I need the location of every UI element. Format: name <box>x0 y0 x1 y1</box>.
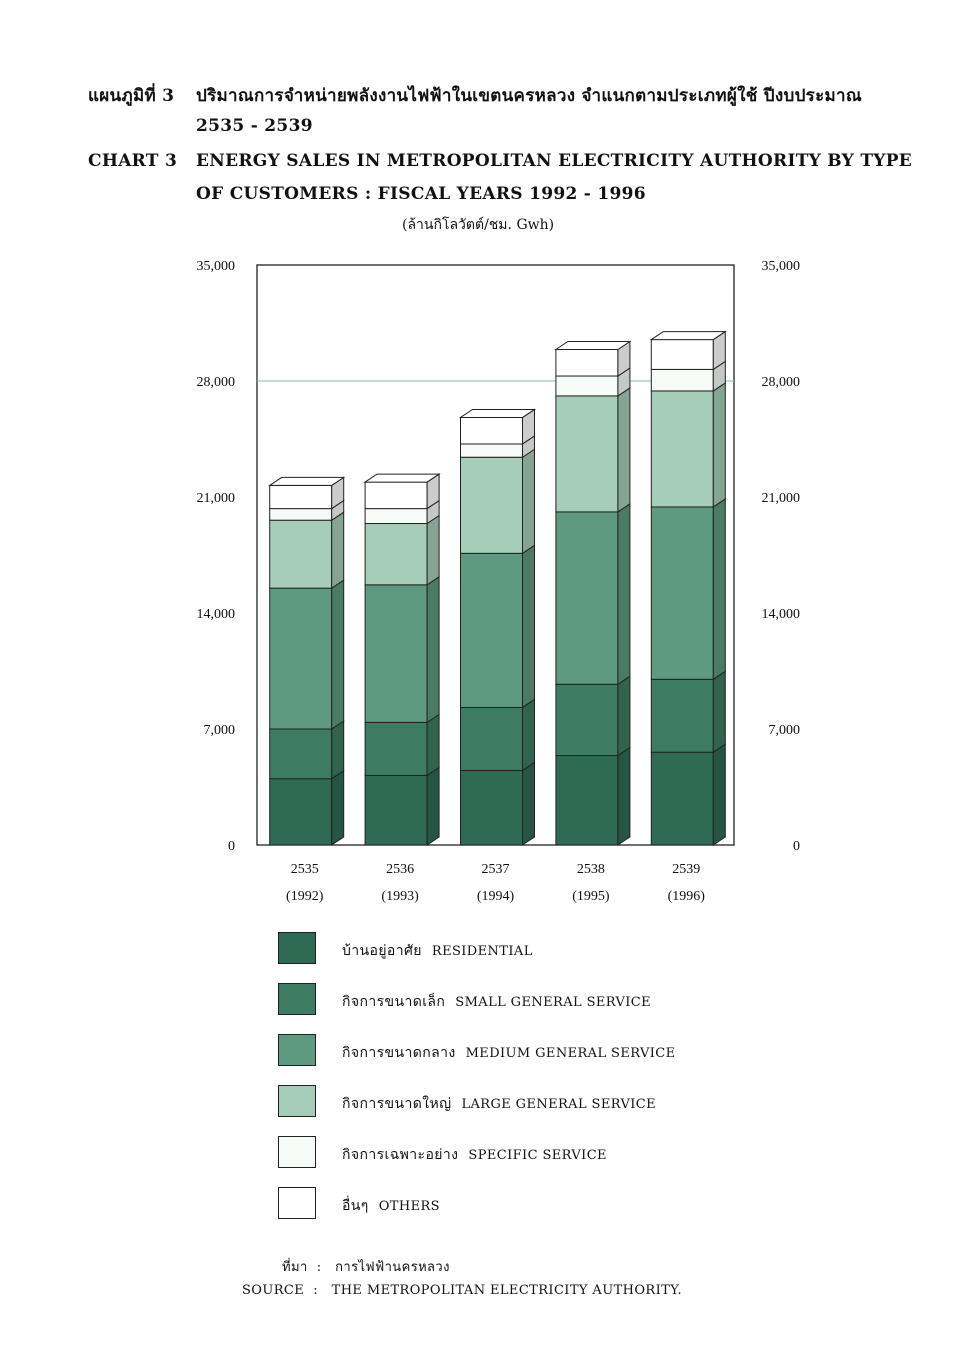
bar-segment-side <box>427 767 439 845</box>
chart-years-th: 2535 - 2539 <box>196 116 313 136</box>
y-tick-label-right: 35,000 <box>761 259 800 274</box>
bar-segment-side <box>618 504 630 684</box>
bar-segment-side <box>713 499 725 679</box>
legend-label: กิจการเฉพาะอย่าง SPECIFIC SERVICE <box>342 1147 607 1163</box>
bar-top <box>556 342 630 350</box>
bar-segment-side <box>332 721 344 779</box>
bar-top <box>461 409 535 417</box>
legend-swatch <box>278 1187 316 1219</box>
legend-swatch <box>278 1136 316 1168</box>
bar-segment <box>461 553 523 707</box>
legend-swatch <box>278 983 316 1015</box>
bar-segment-side <box>713 671 725 752</box>
y-tick-label-right: 7,000 <box>768 723 800 738</box>
unit-label: (ล้านกิโลวัตต์/ชม. Gwh) <box>402 217 555 233</box>
legend-swatch <box>278 1085 316 1117</box>
y-tick-label-left: 0 <box>228 839 235 854</box>
chart-title-en-line1: ENERGY SALES IN METROPOLITAN ELECTRICITY AUTHORITY BY TYPE <box>196 151 913 171</box>
bar-segment <box>461 457 523 553</box>
chart-title-en-line2: OF CUSTOMERS : FISCAL YEARS 1992 - 1996 <box>196 184 646 204</box>
x-tick-label-secondary: (1993) <box>381 889 419 904</box>
y-tick-label-right: 14,000 <box>761 607 800 622</box>
bar-segment <box>270 779 332 845</box>
bar-segment-side <box>332 580 344 729</box>
bar-segment <box>556 376 618 396</box>
bar-top <box>651 332 725 340</box>
bar-segment <box>365 722 427 775</box>
bar-segment <box>365 775 427 845</box>
bar-top <box>365 474 439 482</box>
bar-segment <box>365 524 427 585</box>
bar-segment <box>651 369 713 391</box>
bar-segment-side <box>618 748 630 845</box>
x-tick-label-secondary: (1994) <box>476 889 515 904</box>
bar-segment-side <box>713 744 725 845</box>
bar-segment <box>461 707 523 770</box>
bar-segment <box>651 391 713 507</box>
legend-label: บ้านอยู่อาศัย RESIDENTIAL <box>342 943 533 959</box>
bar-segment <box>556 396 618 512</box>
bar-top <box>270 477 344 485</box>
bar-segment <box>651 679 713 752</box>
bar-segment <box>556 756 618 845</box>
y-tick-label-left: 35,000 <box>196 259 235 274</box>
legend-label: กิจการขนาดเล็ก SMALL GENERAL SERVICE <box>342 994 652 1010</box>
bar-segment-side <box>713 383 725 507</box>
bar-segment-side <box>332 771 344 845</box>
x-tick-label: 2539 <box>672 862 701 877</box>
bar-segment <box>365 509 427 524</box>
bar-segment <box>556 512 618 684</box>
bar-segment <box>270 509 332 521</box>
bar-segment-side <box>523 545 535 707</box>
x-tick-label-secondary: (1992) <box>286 889 324 904</box>
bar-segment <box>461 417 523 444</box>
x-tick-label-secondary: (1996) <box>667 889 705 904</box>
legend-label: กิจการขนาดกลาง MEDIUM GENERAL SERVICE <box>342 1045 676 1061</box>
chart-label-en: CHART 3 <box>88 151 178 171</box>
source-label-th: ที่มา : การไฟฟ้านครหลวง <box>282 1260 450 1275</box>
legend-swatch <box>278 932 316 964</box>
y-tick-label-right: 28,000 <box>761 375 800 390</box>
bar-segment <box>365 585 427 723</box>
bar-segment <box>461 770 523 845</box>
bar-segment <box>651 752 713 845</box>
bar-segment-side <box>427 516 439 585</box>
bar-segment-side <box>523 762 535 845</box>
x-tick-label: 2535 <box>290 862 319 877</box>
y-tick-label-left: 14,000 <box>196 607 235 622</box>
chart-title-th: ปริมาณการจำหน่ายพลังงานไฟฟ้าในเขตนครหลวง จำแนกตามประเภทผู้ใช้ ปีงบประมาณ <box>196 86 862 106</box>
bar-segment-side <box>618 388 630 512</box>
bar-segment <box>556 350 618 377</box>
bar-segment <box>461 444 523 457</box>
y-tick-label-left: 28,000 <box>196 375 235 390</box>
bar-segment-side <box>427 714 439 775</box>
bar-segment-side <box>332 512 344 588</box>
legend-swatch <box>278 1034 316 1066</box>
bar-segment-side <box>523 699 535 770</box>
bar-segment <box>270 729 332 779</box>
y-tick-label-right: 21,000 <box>761 491 800 506</box>
x-tick-label: 2537 <box>481 862 510 877</box>
y-tick-label-left: 7,000 <box>203 723 235 738</box>
bar-segment <box>270 520 332 588</box>
y-tick-label-left: 21,000 <box>196 491 235 506</box>
bar-segment-side <box>427 577 439 723</box>
bar-segment-side <box>523 449 535 553</box>
source-label-en: SOURCE : THE METROPOLITAN ELECTRICITY AUTHORITY. <box>242 1283 683 1298</box>
bar-segment <box>270 485 332 508</box>
y-tick-label-right: 0 <box>793 839 800 854</box>
bar-segment <box>365 482 427 509</box>
bar-segment-side <box>618 676 630 755</box>
bar-segment <box>270 588 332 729</box>
legend-label: อื่นๆ OTHERS <box>342 1198 440 1214</box>
x-tick-label: 2536 <box>386 862 415 877</box>
chart-label-th: แผนภูมิที่ 3 <box>88 86 175 106</box>
bar-segment <box>556 684 618 755</box>
bar-segment <box>651 340 713 370</box>
x-tick-label: 2538 <box>576 862 605 877</box>
x-tick-label-secondary: (1995) <box>572 889 610 904</box>
legend-label: กิจการขนาดใหญ่ LARGE GENERAL SERVICE <box>342 1096 657 1112</box>
bar-segment <box>651 507 713 679</box>
